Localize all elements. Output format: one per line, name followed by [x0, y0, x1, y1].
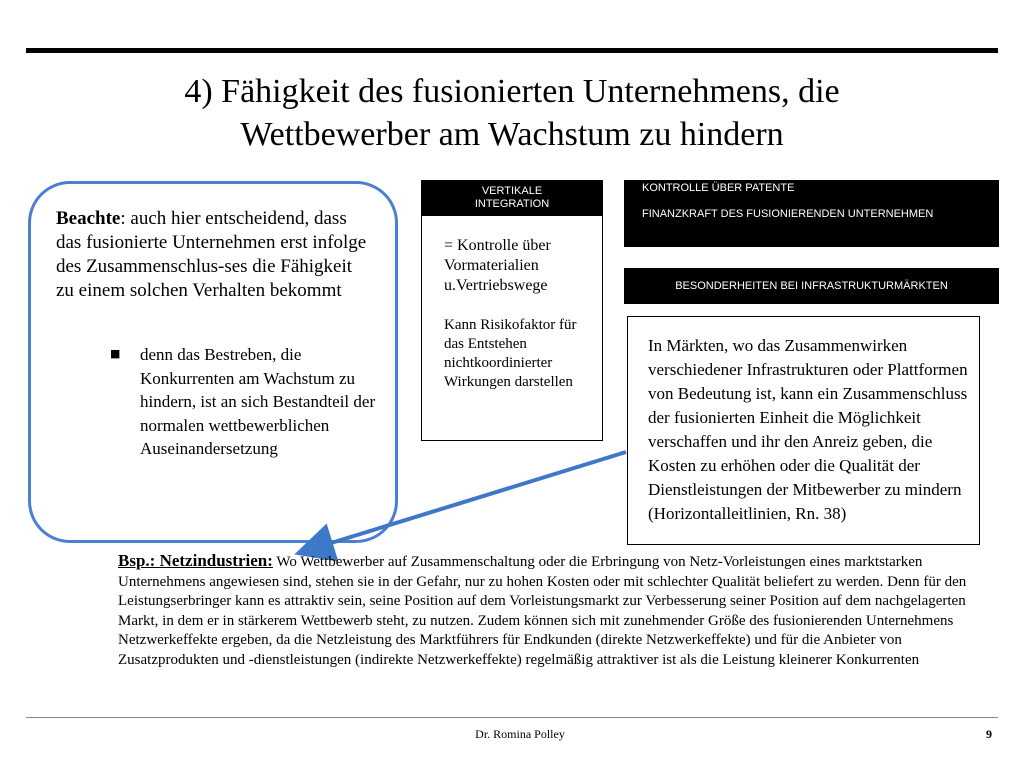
- financial-power-label: FINANZKRAFT DES FUSIONIERENDEN UNTERNEHMEN: [642, 208, 934, 220]
- bottom-rule: [26, 717, 998, 718]
- example-text: Wo Wettbewerber auf Zusammenschaltung oder die Erbringung von Netz-Vorleistungen eines marktstarken Unternehmens angewiesen sind, stehen sie in der Gefahr, nur zu hohen Kosten oder mit schlechter Qualität beliefert zu werden. Denn für den Leistungserbringer kann es attraktiv sein, seine Position auf dem Vorleistungsmarkt zur Verbesserung seiner Position auf dem nachgelagerten Markt, in dem er in stärkerem Wettbewerb steht, zu nutzen. Zudem können sich mit zunehmender Größe des fusionierenden Unternehmens Netzwerkeffekte ergeben, da die Netzleistung des Marktführers für Endkunden (direkte Netzwerkeffekte) und für die Anbieter von Zusatzprodukten und -dienstleistungen (indirekte Netzwerkeffekte) regelmäßig attraktiver ist als die Leistung kleinerer Konkurrenten: [118, 554, 967, 668]
- infrastructure-text: In Märkten, wo das Zusammenwirken verschiedener Infrastrukturen oder Plattformen von Bedeutung ist, kann ein Zusammenschluss der fusionierten Einheit die Möglichkeit verschaffen und ihr den Anreiz geben, die Kosten zu erhöhen oder die Qualität der Dienstleistungen der Mitbewerber zu mindern (Horizontalleitlinien, Rn. 38): [648, 336, 968, 523]
- example-label: Bsp.: Netzindustrien:: [118, 551, 273, 570]
- note-body: : auch hier entscheidend, dass das fusionierte Unternehmen erst infolge des Zusammenschlus-ses die Fähigkeit zu einem solchen Verhalten bekommt: [56, 208, 367, 301]
- note-lead: Beachte: [56, 208, 121, 229]
- example-paragraph: [118, 551, 968, 671]
- page-number: 9: [986, 727, 992, 741]
- note-bullet-text: denn das Bestreben, die Konkurrenten am Wachstum zu hindern, ist an sich Bestandteil der normalen wettbewerblichen Auseinandersetzung: [140, 345, 376, 459]
- title-line-1: 4) Fähigkeit des fusionierten Unternehmens, die: [184, 73, 840, 110]
- vertical-integration-risk: Kann Risikofaktor für das Entstehen nichtkoordinierter Wirkungen darstellen: [444, 317, 577, 390]
- vertical-integration-definition: = Kontrolle über Vormaterialien u.Vertriebswege: [444, 237, 551, 294]
- footer-author: Dr. Romina Polley: [475, 727, 565, 741]
- vertical-integration-header-line-1: VERTIKALE: [481, 185, 543, 197]
- square-bullet-icon: ■: [110, 347, 121, 360]
- control-patents-label: KONTROLLE ÜBER PATENTE: [642, 182, 795, 194]
- vertical-integration-header-line-2: INTEGRATION: [474, 198, 550, 210]
- title-line-2: Wettbewerber am Wachstum zu hindern: [240, 116, 784, 153]
- infrastructure-header: BESONDERHEITEN BEI INFRASTRUKTURMÄRKTEN: [624, 268, 999, 304]
